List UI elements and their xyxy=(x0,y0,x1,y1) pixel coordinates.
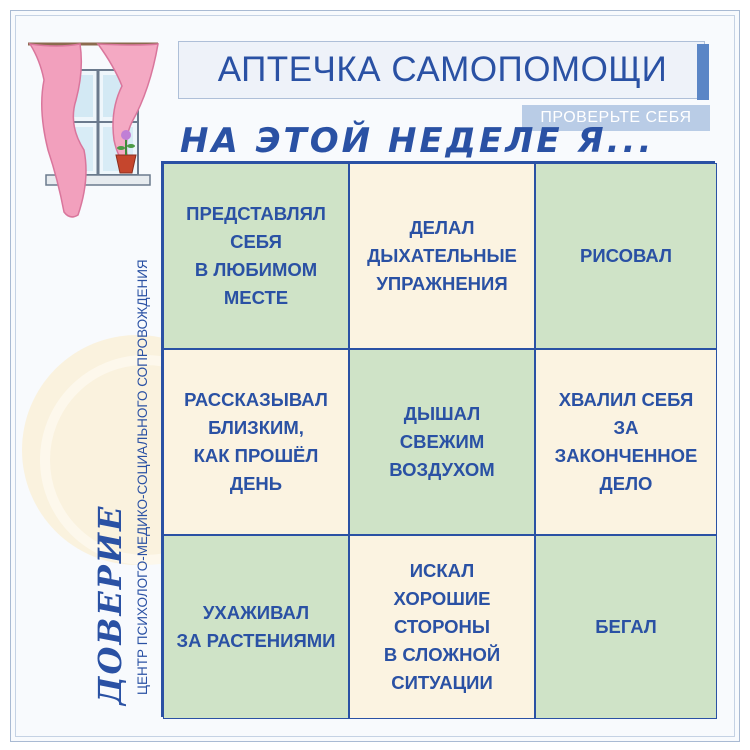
grid-cell-text: РАССКАЗЫВАЛ БЛИЗКИМ, КАК ПРОШЁЛ ДЕНЬ xyxy=(184,389,328,494)
grid-cell-text: ПРЕДСТАВЛЯЛ СЕБЯ В ЛЮБИМОМ МЕСТЕ xyxy=(186,203,326,308)
week-heading: НА ЭТОЙ НЕДЕЛЕ Я... xyxy=(180,121,655,161)
grid-cell xyxy=(163,349,349,535)
brand-name: ДОВЕРИЕ xyxy=(91,504,129,705)
grid-cell-text: ДЕЛАЛ ДЫХАТЕЛЬНЫЕ УПРАЖНЕНИЯ xyxy=(367,217,517,294)
grid-cell xyxy=(535,349,717,535)
grid-cell-text: УХАЖИВАЛ ЗА РАСТЕНИЯМИ xyxy=(176,602,336,651)
grid-cell-text: ХВАЛИЛ СЕБЯ ЗА ЗАКОНЧЕННОЕ ДЕЛО xyxy=(554,389,698,494)
grid-cell xyxy=(163,535,349,719)
grid-cell xyxy=(163,163,349,349)
title-band-accent xyxy=(697,44,709,100)
grid-cell xyxy=(535,535,717,719)
subtitle-tag: ПРОВЕРЬТЕ СЕБЯ xyxy=(522,105,710,131)
window-curtain-icon xyxy=(18,30,168,230)
grid-cell xyxy=(349,535,535,719)
grid-cell-text: БЕГАЛ xyxy=(595,616,657,637)
center-caption: ЦЕНТР ПСИХОЛОГО-МЕДИКО-СОЦИАЛЬНОГО СОПРОВОЖДЕНИЯ xyxy=(135,259,150,695)
grid-cell xyxy=(349,163,535,349)
grid-cell-text: РИСОВАЛ xyxy=(580,245,672,266)
grid-cell xyxy=(535,163,717,349)
self-help-grid xyxy=(161,161,715,717)
grid-cell xyxy=(349,349,535,535)
grid-cell-text: ИСКАЛ ХОРОШИЕ СТОРОНЫ В СЛОЖНОЙ СИТУАЦИИ xyxy=(383,560,501,693)
page-title: АПТЕЧКА САМОПОМОЩИ xyxy=(217,50,668,89)
grid-cell-text: ДЫШАЛ СВЕЖИМ ВОЗДУХОМ xyxy=(389,403,495,480)
